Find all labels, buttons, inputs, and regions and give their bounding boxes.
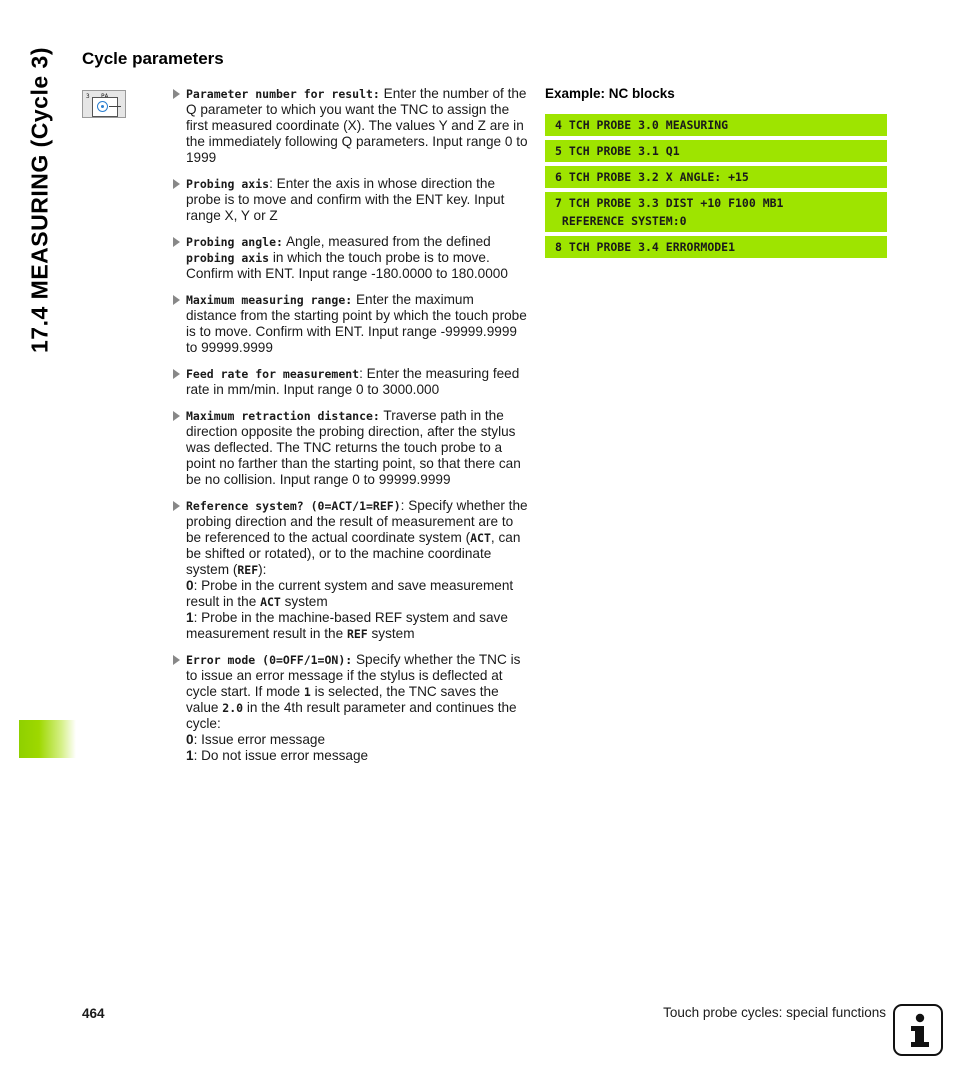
page-number: 464 <box>82 1006 105 1021</box>
example-title: Example: NC blocks <box>545 86 675 101</box>
option-key: 0 <box>186 578 194 593</box>
param-desc: : Enter the axis in whose direction the probe is to move and confirm with the ENT key. Input range X, Y or Z <box>186 176 505 223</box>
param-reference-system <box>172 498 528 642</box>
option-text: system <box>280 594 328 609</box>
param-result-number <box>172 86 528 166</box>
measuring-cycle-icon <box>82 90 126 118</box>
nc-example <box>545 86 887 262</box>
inline-code: REF <box>237 563 259 577</box>
param-desc: Specify whether the TNC is to issue an error message if the stylus is deflected at cycle start. If mode <box>186 652 521 699</box>
bullet-triangle-icon <box>173 89 180 99</box>
param-desc: : Specify whether the probing direction and the result of measurement are to be referenced to the actual coordinate system ( <box>186 498 528 545</box>
bullet-triangle-icon <box>173 655 180 665</box>
bullet-triangle-icon <box>173 501 180 511</box>
param-label: Error mode (0=OFF/1=ON): <box>186 653 353 667</box>
param-label: Probing angle: <box>186 235 283 249</box>
param-label: Maximum measuring range: <box>186 293 353 307</box>
bullet-triangle-icon <box>173 411 180 421</box>
param-desc: Enter the maximum distance from the starting point by which the touch probe is to move. Confirm with ENT. Input range -99999.9999 to 99999.9999 <box>186 292 527 355</box>
inline-code: ACT <box>470 531 491 545</box>
param-desc: Traverse path in the direction opposite the probing direction, after the stylus was deflected. The TNC returns the touch probe to a point no farther than the starting point, so that there can be no collision. Input range 0 to 99999.9999 <box>186 408 521 487</box>
inline-code: REF <box>346 627 368 641</box>
param-desc: ): <box>258 562 267 577</box>
param-label: Maximum retraction distance: <box>186 409 380 423</box>
nc-block: 5 TCH PROBE 3.1 Q1 <box>545 140 887 162</box>
param-feed-rate <box>172 366 528 398</box>
inline-code: probing axis <box>186 251 270 265</box>
nc-block: 7 TCH PROBE 3.3 DIST +10 F100 MB1 REFERENCE SYSTEM:0 <box>545 192 887 232</box>
param-desc: in the 4th result parameter and continues the cycle: <box>186 700 517 731</box>
section-title: Cycle parameters <box>82 49 224 68</box>
probe-direction-arrow <box>109 106 121 107</box>
footer-chapter-title: Touch probe cycles: special functions <box>663 1005 886 1020</box>
param-max-measuring-range <box>172 292 528 356</box>
param-desc: in which the touch probe is to move. Confirm with ENT. Input range -180.0000 to 180.0000 <box>186 250 508 281</box>
option-text: : Do not issue error message <box>193 748 369 763</box>
param-probing-axis <box>172 176 528 224</box>
nc-block: 4 TCH PROBE 3.0 MEASURING <box>545 114 887 136</box>
option-text: system <box>367 626 415 641</box>
param-probing-angle <box>172 234 528 282</box>
cycle-number-text: 3 <box>86 93 90 100</box>
parameter-list <box>172 86 528 774</box>
option-text: : Probe in the machine-based REF system and save measurement result in the <box>186 610 508 641</box>
param-desc: , can be shifted or rotated), or to the machine coordinate system ( <box>186 530 521 577</box>
nc-block: 6 TCH PROBE 3.2 X ANGLE: +15 <box>545 166 887 188</box>
param-error-mode <box>172 652 528 764</box>
nc-block: 8 TCH PROBE 3.4 ERRORMODE1 <box>545 236 887 258</box>
option-key: 1 <box>186 748 194 763</box>
bullet-triangle-icon <box>173 369 180 379</box>
option-text: : Probe in the current system and save measurement result in the <box>186 578 514 609</box>
param-max-retraction <box>172 408 528 488</box>
option-key: 0 <box>186 732 194 747</box>
param-desc: Angle, measured from the defined <box>282 234 491 249</box>
chapter-side-title <box>20 0 60 400</box>
info-icon <box>893 1004 943 1056</box>
chapter-tab-marker <box>19 720 76 758</box>
bullet-triangle-icon <box>173 237 180 247</box>
option-key: 1 <box>186 610 194 625</box>
bullet-triangle-icon <box>173 179 180 189</box>
bullet-triangle-icon <box>173 295 180 305</box>
inline-code: 1 <box>303 685 311 699</box>
param-desc: : Enter the measuring feed rate in mm/min. Input range 0 to 3000.000 <box>186 366 520 397</box>
chapter-title-text: 17.4 MEASURING (Cycle 3) <box>26 47 53 353</box>
probe-center <box>101 105 104 108</box>
param-label: Feed rate for measurement <box>186 367 360 381</box>
param-label: Parameter number for result: <box>186 87 380 101</box>
inline-code: 2.0 <box>222 701 244 715</box>
inline-code: ACT <box>260 595 281 609</box>
param-desc: Enter the number of the Q parameter to which you want the TNC to assign the first measured coordinate (X). The values Y and Z are in the immediately following Q parameters. Input range 0 to 1999 <box>186 86 528 165</box>
param-label: Reference system? (0=ACT/1=REF) <box>186 499 401 513</box>
option-text: : Issue error message <box>193 732 326 747</box>
param-desc: is selected, the TNC saves the value <box>186 684 499 715</box>
param-label: Probing axis <box>186 177 270 191</box>
